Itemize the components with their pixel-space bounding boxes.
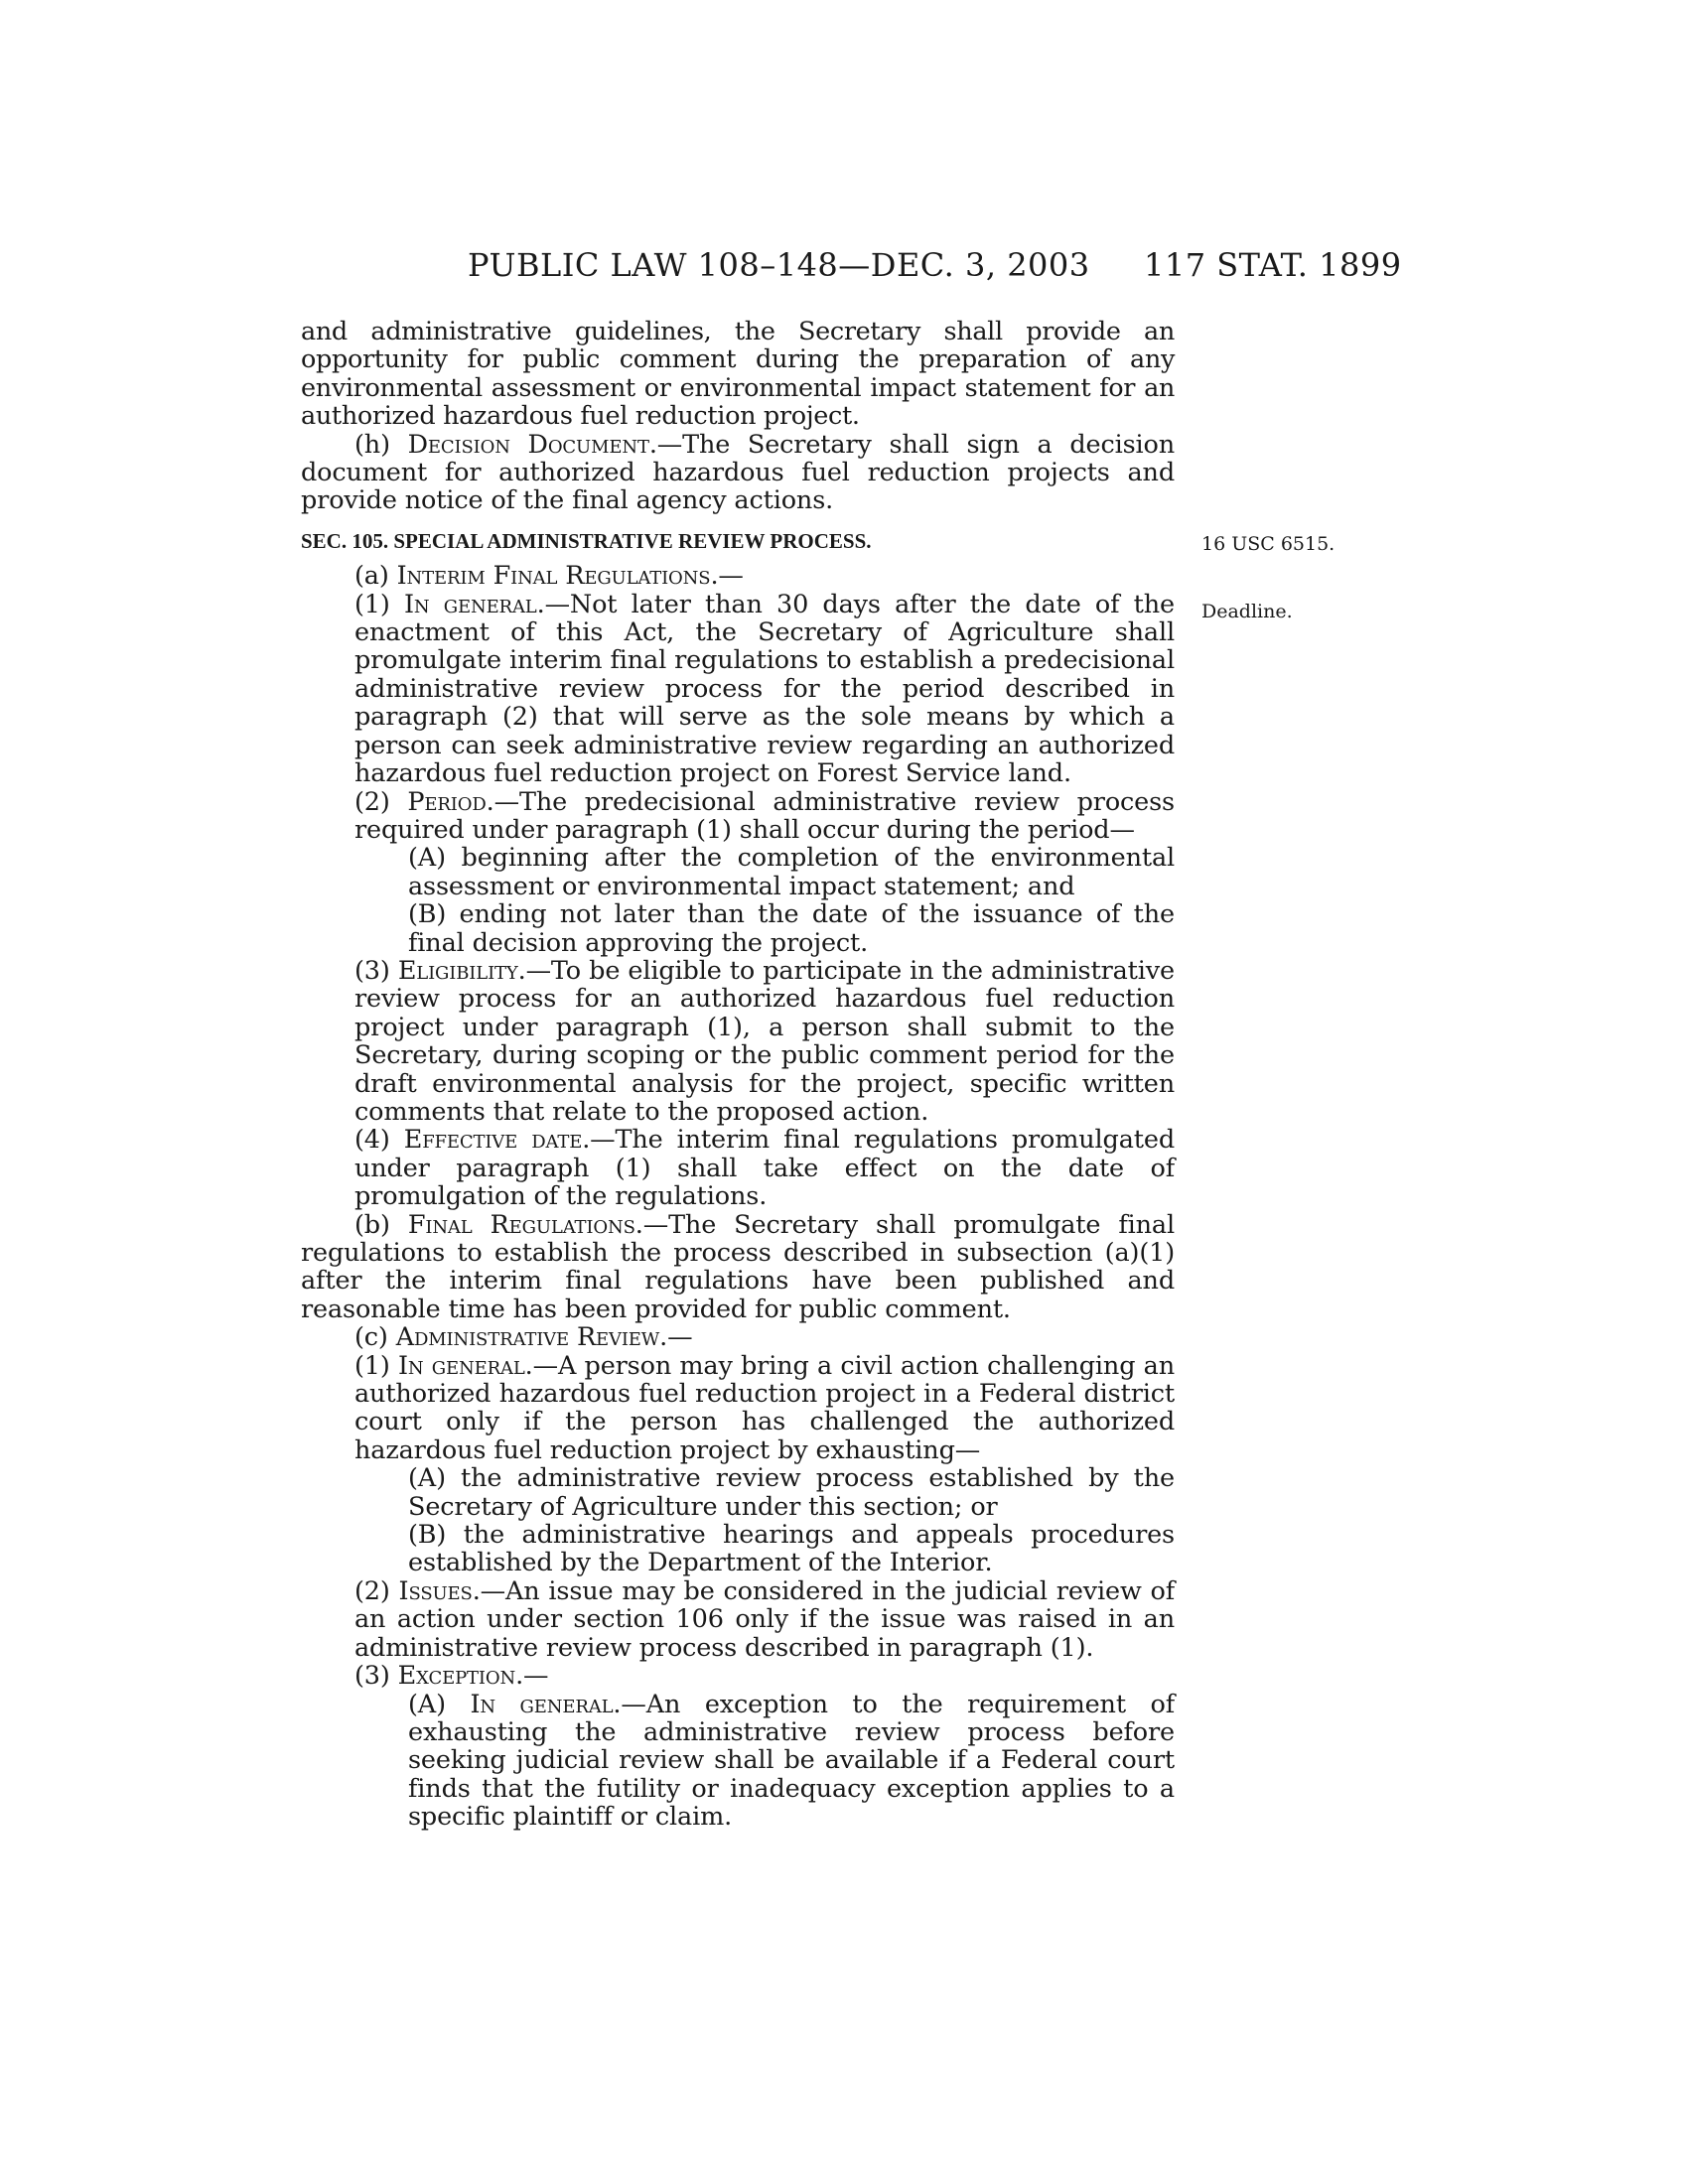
paragraph-c2-issues: (2) Issues.—An issue may be considered in the judicial review of an action under section 106 only if the issue was raised in an administrative review process described in paragraph (1). <box>354 1575 1175 1663</box>
paragraph-a3-eligibility: (3) Eligibility.—To be eligible to participate in the administrative review process for an authorized hazardous fuel reduction project under paragraph (1), a person shall submit to the Secretary, during scoping or the public comment period for the draft environmental analysis for the project, specific written comments that relate to the proposed action. <box>354 955 1175 1127</box>
paragraph-b-final-regulations: (b) Final Regulations.—The Secretary shall promulgate final regulations to establish the process described in subsection (a)(1) after the interim final regulations have been published and reasonable time has been provided for public comment. <box>301 1209 1175 1324</box>
paragraph-continuation: and administrative guidelines, the Secretary shall provide an opportunity for public comment during the preparation of any environmental assessment or environmental impact statement for an authorized hazardous fuel reduction project. <box>301 317 1175 432</box>
subparagraph-c3-block <box>354 1691 1175 1832</box>
document-body <box>301 318 1175 1832</box>
paragraph-c3-exception: (3) Exception.— <box>354 1661 549 1692</box>
statute-page-number: 117 STAT. 1899 <box>1144 246 1402 284</box>
subparagraph-c1B: (B) the administrative hearings and appeals procedures established by the Department of the Interior. <box>408 1520 1175 1578</box>
subsection-c-block <box>301 1352 1175 1832</box>
subparagraph-a2-block <box>354 844 1175 957</box>
paragraph-h-decision-document: (h) Decision Document.—The Secretary shall sign a decision document for authorized hazardous fuel reduction projects and provide notice of the final agency actions. <box>301 429 1175 516</box>
section-105-heading: SEC. 105. SPECIAL ADMINISTRATIVE REVIEW PROCESS. <box>301 528 872 553</box>
subparagraph-c1A: (A) the administrative review process established by the Secretary of Agriculture under this section; or <box>408 1463 1175 1522</box>
paragraph-a-interim-final-regulations: (a) Interim Final Regulations.— <box>354 561 744 592</box>
subparagraph-a2B: (B) ending not later than the date of the issuance of the final decision approving the project. <box>408 899 1175 958</box>
margin-note-usc: 16 USC 6515. <box>1201 533 1336 555</box>
paragraph-a4-effective-date: (4) Effective date.—The interim final regulations promulgated under paragraph (1) shall take effect on the date of promulgation of the regulations. <box>354 1125 1175 1212</box>
paragraph-a2-period: (2) Period.—The predecisional administrative review process required under paragraph (1) shall occur during the period— <box>354 786 1175 845</box>
running-header-title: PUBLIC LAW 108–148—DEC. 3, 2003 <box>468 246 1090 284</box>
margin-note-deadline: Deadline. <box>1201 601 1293 622</box>
subsection-a-block <box>301 591 1175 1211</box>
subparagraph-a2A: (A) beginning after the completion of the environmental assessment or environmental impact statement; and <box>408 843 1175 901</box>
paragraph-c-administrative-review: (c) Administrative Review.— <box>354 1322 693 1353</box>
subparagraph-c1-block <box>354 1464 1175 1577</box>
subparagraph-c3A-in-general: (A) In general.—An exception to the requirement of exhausting the administrative review process before seeking judicial review shall be available if a Federal court finds that the futility or inadequacy exception applies to a specific plaintiff or claim. <box>408 1689 1175 1833</box>
paragraph-c1-in-general: (1) In general.—A person may bring a civil action challenging an authorized hazardous fuel reduction project in a Federal district court only if the person has challenged the authorized hazardous fuel reduction project by exhausting— <box>354 1350 1175 1465</box>
paragraph-a1-in-general: (1) In general.—Not later than 30 days after the date of the enactment of this Act, the Secretary of Agriculture shall promulgate interim final regulations to establish a predecisional administrative review process for the period described in paragraph (2) that will serve as the sole means by which a person can seek administrative review regarding an authorized hazardous fuel reduction project on Forest Service land. <box>354 589 1175 789</box>
